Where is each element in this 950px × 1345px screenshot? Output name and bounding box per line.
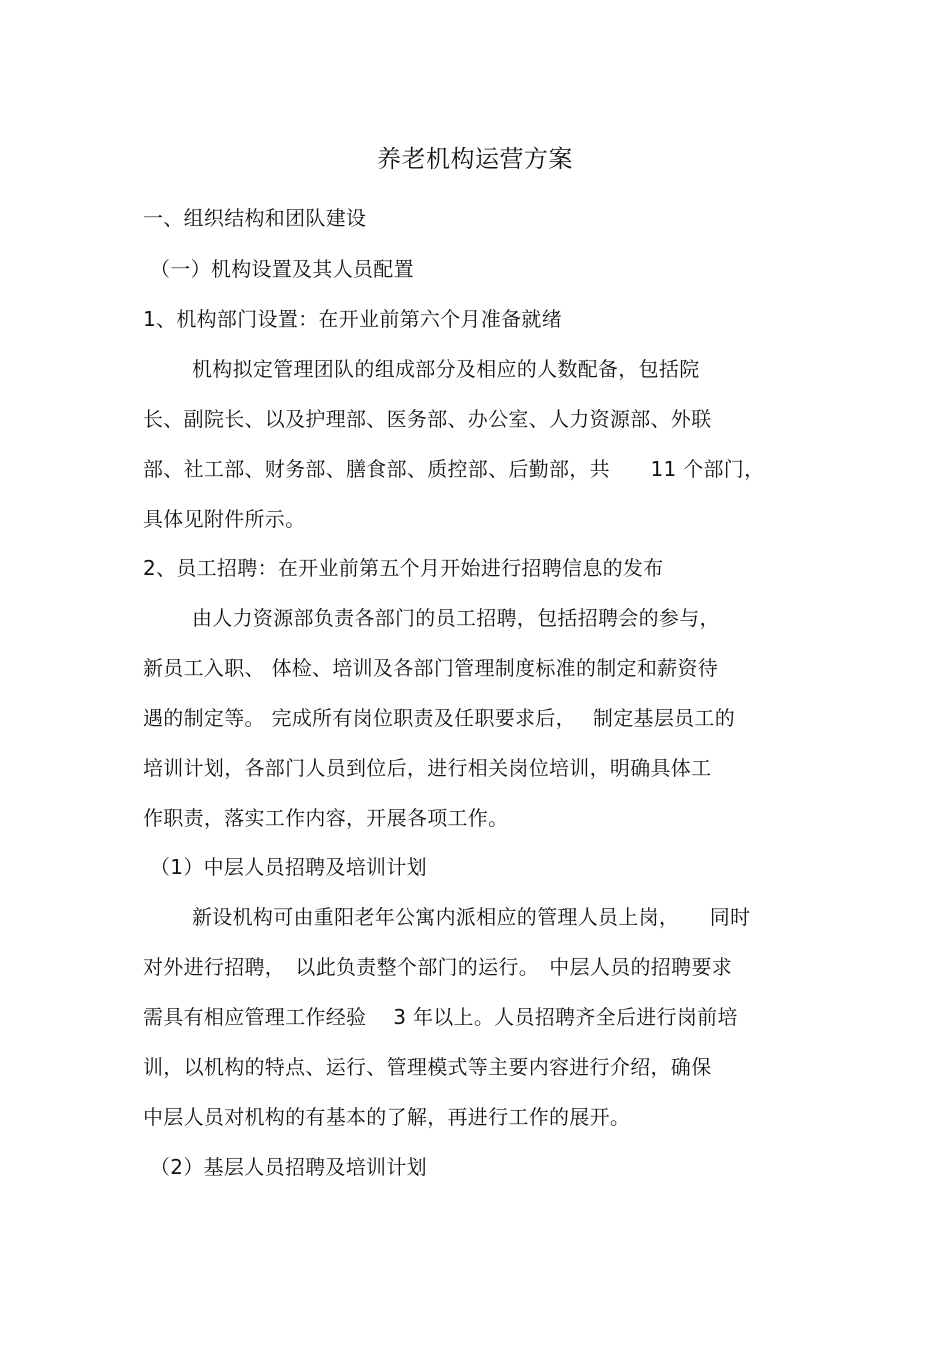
paragraph-line: 部、社工部、财务部、膳食部、质控部、后勤部，共 11 个部门， — [143, 457, 765, 481]
paragraph-line: 机构拟定管理团队的组成部分及相应的人数配备，包括院 — [192, 357, 700, 381]
paragraph-line: 新设机构可由重阳老年公寓内派相应的管理人员上岗， 同时 — [192, 905, 751, 929]
paragraph-line: 具体见附件所示。 — [143, 507, 306, 531]
subitem-heading-1: （1）中层人员招聘及培训计划 — [150, 855, 427, 879]
paragraph-line: 新员工入职、 体检、培训及各部门管理制度标准的制定和薪资待 — [143, 656, 719, 680]
paragraph-line: 作职责，落实工作内容，开展各项工作。 — [143, 806, 509, 830]
item-heading-2: 2、员工招聘：在开业前第五个月开始进行招聘信息的发布 — [143, 556, 664, 580]
paragraph-line: 需具有相应管理工作经验 3 年以上。人员招聘齐全后进行岗前培 — [143, 1005, 738, 1029]
paragraph-line: 训，以机构的特点、运行、管理模式等主要内容进行介绍，确保 — [143, 1055, 712, 1079]
paragraph-line: 对外进行招聘， 以此负责整个部门的运行。 中层人员的招聘要求 — [143, 955, 732, 979]
paragraph-line: 长、副院长、以及护理部、医务部、办公室、人力资源部、外联 — [143, 407, 712, 431]
subitem-heading-2: （2）基层人员招聘及培训计划 — [150, 1155, 427, 1179]
section-heading-1: 一、组织结构和团队建设 — [143, 206, 367, 230]
paragraph-line: 中层人员对机构的有基本的了解，再进行工作的展开。 — [143, 1105, 631, 1129]
paragraph-line: 遇的制定等。 完成所有岗位职责及任职要求后， 制定基层员工的 — [143, 706, 736, 730]
paragraph-line: 由人力资源部负责各部门的员工招聘，包括招聘会的参与， — [192, 606, 720, 630]
paragraph-line: 培训计划，各部门人员到位后，进行相关岗位培训，明确具体工 — [143, 756, 712, 780]
item-heading-1: 1、机构部门设置：在开业前第六个月准备就绪 — [143, 307, 563, 331]
subsection-heading-1: （一）机构设置及其人员配置 — [150, 257, 414, 281]
document-title: 养老机构运营方案 — [377, 145, 573, 173]
